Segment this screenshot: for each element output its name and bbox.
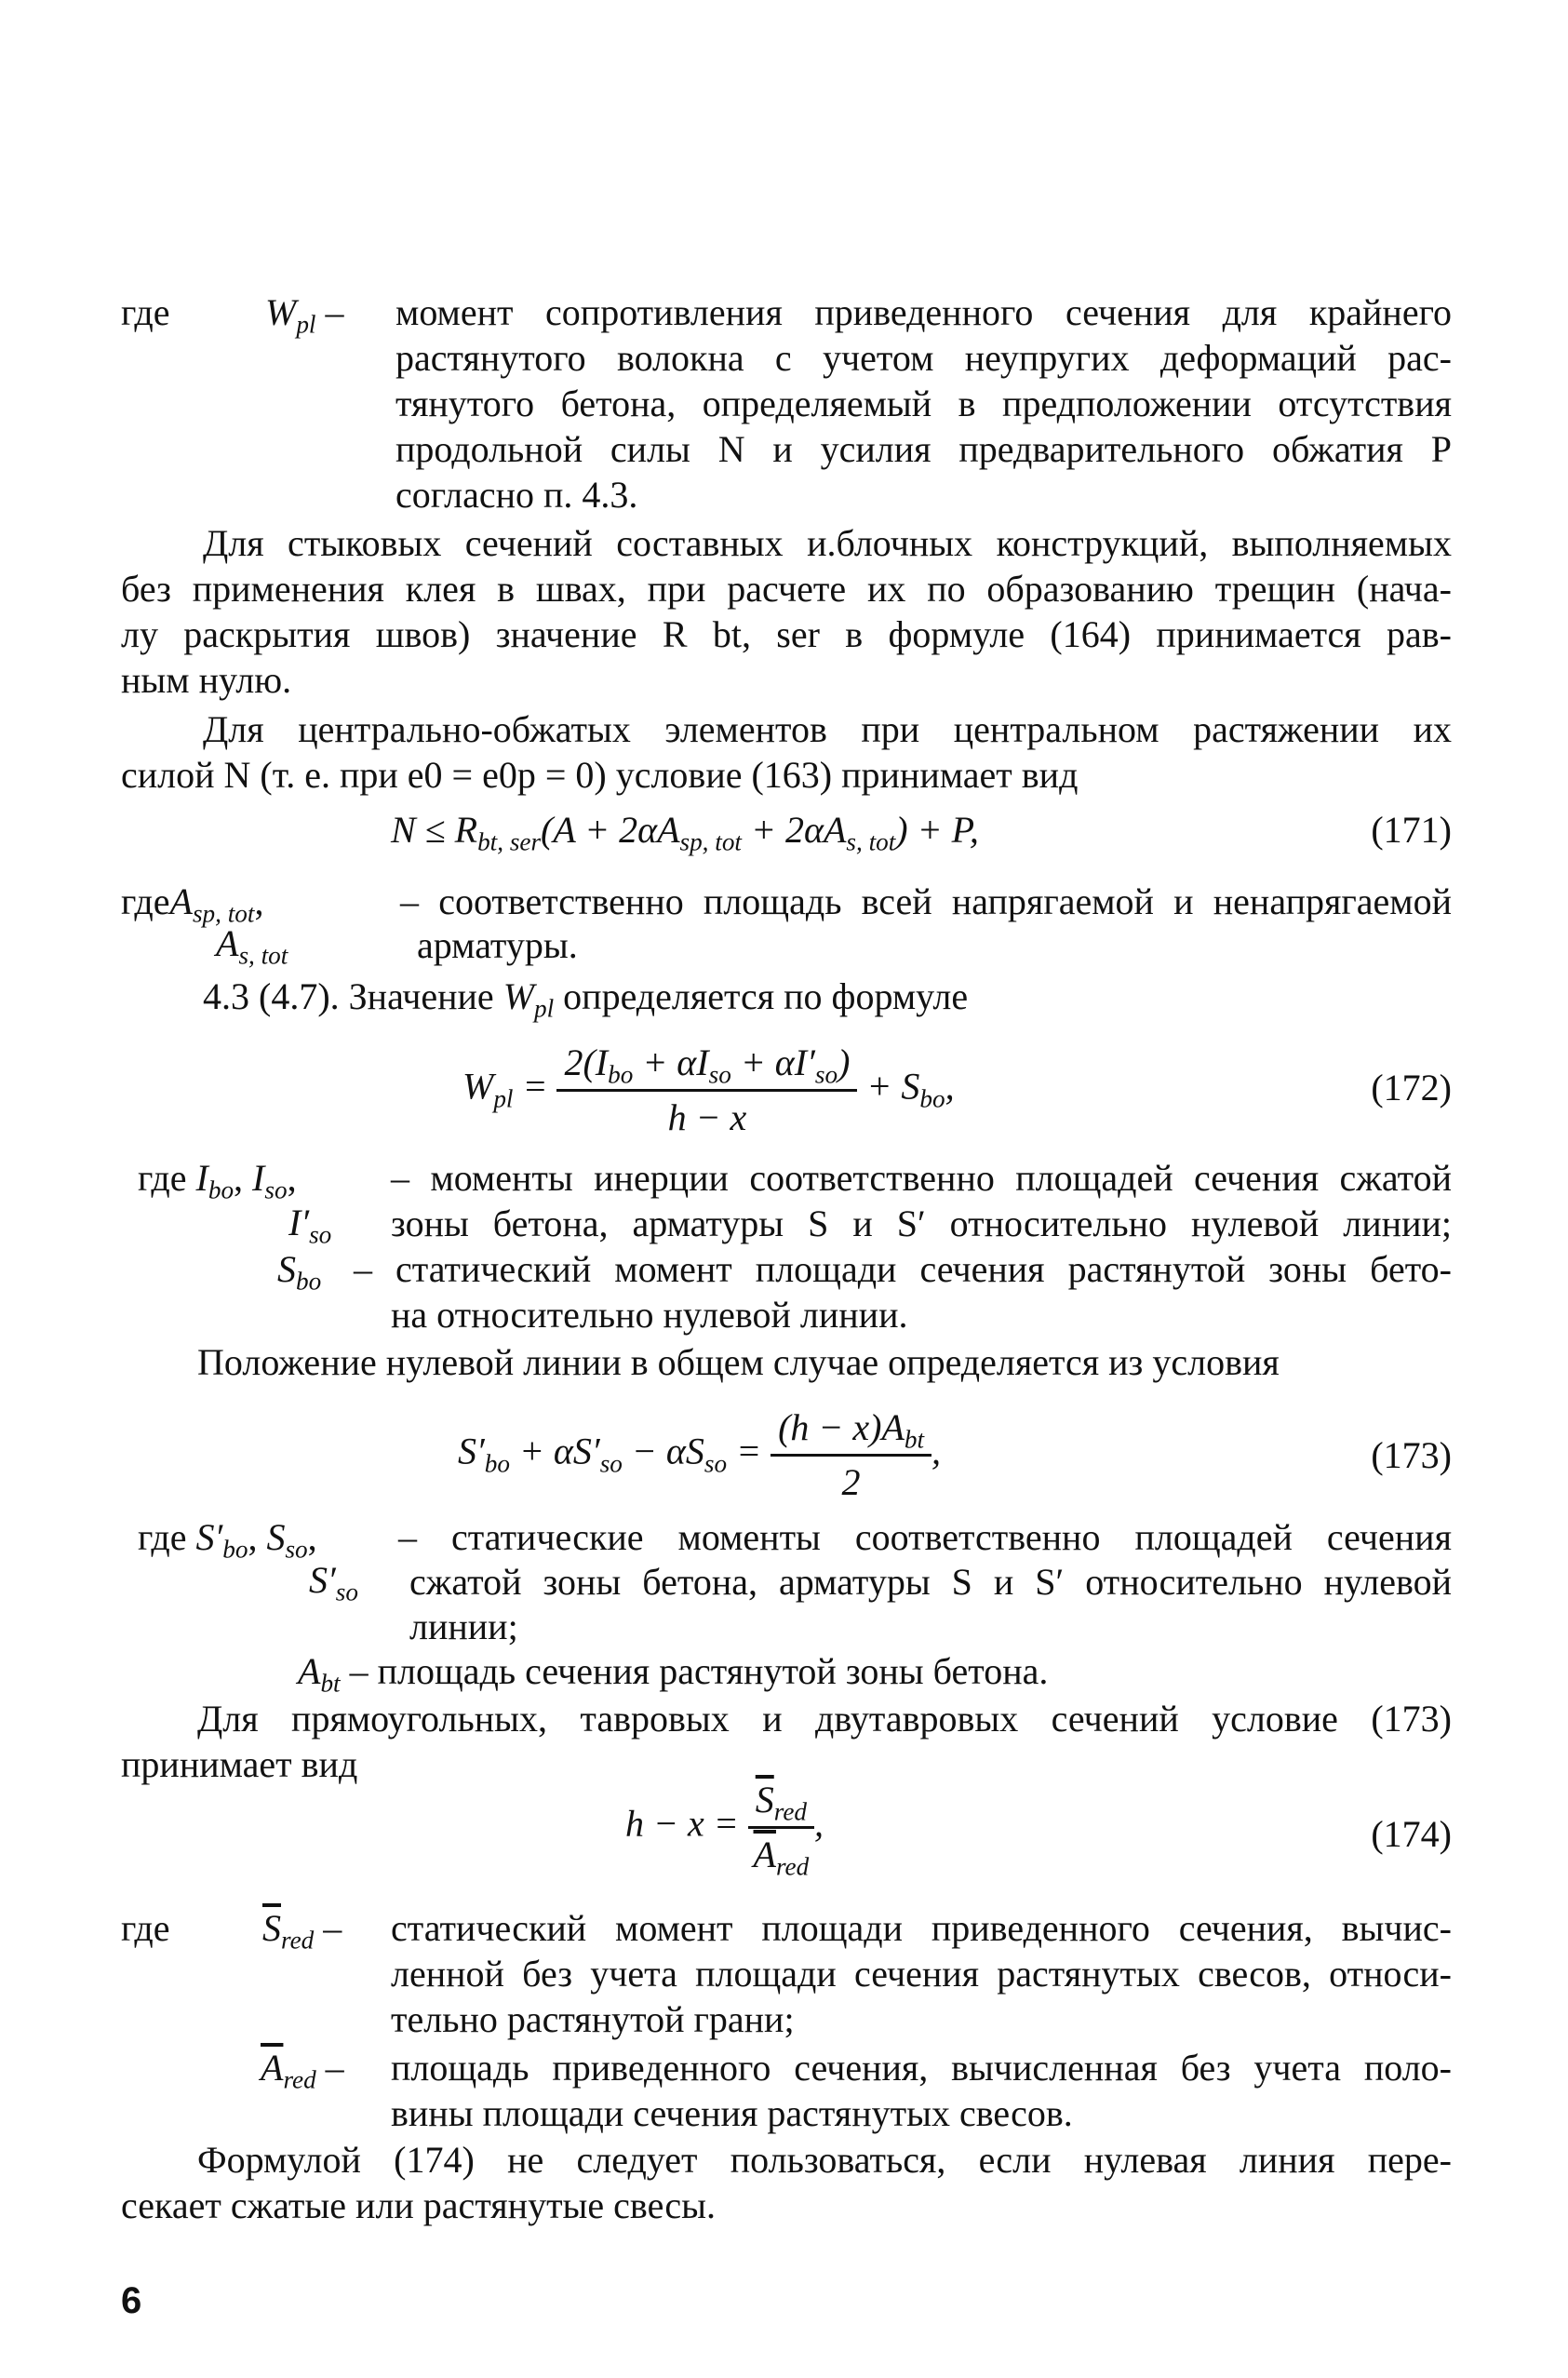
equation-172: $W_{pl}$ = $\frac{2(I_{bo} + \alpha I_{so} + \alpha I'_{so})}{h - x}$ + $S_{bo}$, xyxy=(462,1041,955,1138)
equation-174: h − x = $\frac{\overline{S}_{red}}{\overline{A}_{red}}$ , xyxy=(625,1779,824,1881)
equation-171-number: (171) xyxy=(1371,809,1452,851)
sred-def-line-2: ленной без учета площади сечения растянутых свесов, относи- xyxy=(391,1953,1452,1995)
para1-line-3: лу раскрытия швов) значение R bt, ser в формуле (164) принимается рав- xyxy=(121,613,1452,655)
wpl-def-line-2: растянутого волокна с учетом неупругих деформаций рас- xyxy=(395,337,1452,379)
para3: Положение нулевой линии в общем случае определяется из условия xyxy=(197,1341,1280,1383)
asp-symbol: гдеA$_{sp, tot}$, xyxy=(121,880,264,928)
sbo-prime-def-line-3: линии; xyxy=(409,1605,518,1647)
sred-def-line-1: статический момент площади приведенного сечения, вычис- xyxy=(391,1907,1452,1949)
wpl-def-line-4: продольной силы N и усилия предварительного обжатия P xyxy=(395,428,1452,470)
wpl-def-line-1: момент сопротивления приведенного сечения для крайнего xyxy=(395,291,1452,333)
para1-line-2: без применения клея в швах, при расчете их по образованию трещин (нача- xyxy=(121,568,1452,610)
equation-172-number: (172) xyxy=(1371,1067,1452,1108)
as-tot-symbol: $A_{s, tot}$ xyxy=(216,922,288,970)
para4-line-1: Для прямоугольных, тавровых и двутавровых сечений условие (173) xyxy=(197,1698,1452,1740)
wpl-def-line-3: тянутого бетона, определяемый в предположении отсутствия xyxy=(395,383,1452,424)
para1-line-1: Для стыковых сечений составных и.блочных конструкций, выполняемых xyxy=(203,522,1452,564)
para5-line-1: Формулой (174) не следует пользоваться, если нулевая линия пере- xyxy=(197,2139,1452,2181)
sbo-prime-symbol: где $S'_{bo}$, $S_{so}$, xyxy=(138,1516,317,1564)
sbo-symbol: $S_{bo}$ xyxy=(277,1248,322,1296)
iso-prime-symbol: $I'_{so}$ xyxy=(288,1202,332,1249)
page-number: 6 xyxy=(121,2280,142,2321)
sbo-def-line-1: – статический момент площади сечения растянутой зоны бето- xyxy=(354,1248,1452,1290)
para2-line-1: Для центрально-обжатых элементов при центральном растяжении их xyxy=(203,708,1452,750)
sbo-prime-def-line-1: – статические моменты соответственно площадей сечения xyxy=(398,1516,1452,1558)
para2-line-2: силой N (т. е. при e0 = e0p = 0) условие (163) принимает вид xyxy=(121,754,1079,796)
sred-def-line-3: тельно растянутой грани; xyxy=(391,1998,795,2040)
wpl-def-line-5: согласно п. 4.3. xyxy=(395,474,638,516)
equation-171: $N \le R_{bt, ser}(A + 2\alpha A_{sp, tot} + 2\alpha A_{s, tot}) + P$, xyxy=(391,809,979,856)
para1-line-4: ным нулю. xyxy=(121,659,292,701)
asp-def-line-2: арматуры. xyxy=(417,924,578,966)
ib-def-line-2: зоны бетона, арматуры S и S′ относительно нулевой линии; xyxy=(391,1202,1452,1244)
para4-line-2: принимает вид xyxy=(121,1743,358,1785)
sred-symbol: $\overline{S}_{red}$ – xyxy=(262,1907,342,1955)
sso-prime-symbol: $S'_{so}$ xyxy=(309,1559,358,1606)
wpl-symbol: $W_{pl}$ – xyxy=(265,291,344,339)
abt-definition: $A_{bt}$ – площадь сечения растянутой зоны бетона. xyxy=(298,1650,1049,1698)
where-label-2: где xyxy=(121,1907,170,1949)
equation-173-number: (173) xyxy=(1371,1434,1452,1476)
para5-line-2: секает сжатые или растянутые свесы. xyxy=(121,2184,716,2226)
section-4-3: 4.3 (4.7). Значение $W_{pl}$ определяется по формуле xyxy=(203,975,969,1023)
ared-def-line-2: вины площади сечения растянутых свесов. xyxy=(391,2092,1073,2134)
ib-def-line-1: – моменты инерции соответственно площадей сечения сжатой xyxy=(391,1157,1452,1199)
equation-174-number: (174) xyxy=(1371,1813,1452,1855)
ared-symbol: $\overline{A}_{red}$ – xyxy=(261,2047,344,2094)
asp-def-line-1: – соответственно площадь всей напрягаемой и ненапрягаемой xyxy=(400,880,1452,922)
sbo-prime-def-line-2: сжатой зоны бетона, арматуры S и S′ относительно нулевой xyxy=(409,1561,1452,1603)
where-label: где xyxy=(121,291,170,333)
sbo-def-line-2: на относительно нулевой линии. xyxy=(391,1294,908,1336)
ib-symbol: где $I_{bo}$, $I_{so}$, xyxy=(138,1157,297,1204)
ared-def-line-1: площадь приведенного сечения, вычисленная без учета поло- xyxy=(391,2047,1452,2089)
equation-173: $S'_{bo} + \alpha S'_{so} - \alpha S_{so}$ = $\frac{(h - x)A_{bt}}{2}$ , xyxy=(458,1406,942,1503)
